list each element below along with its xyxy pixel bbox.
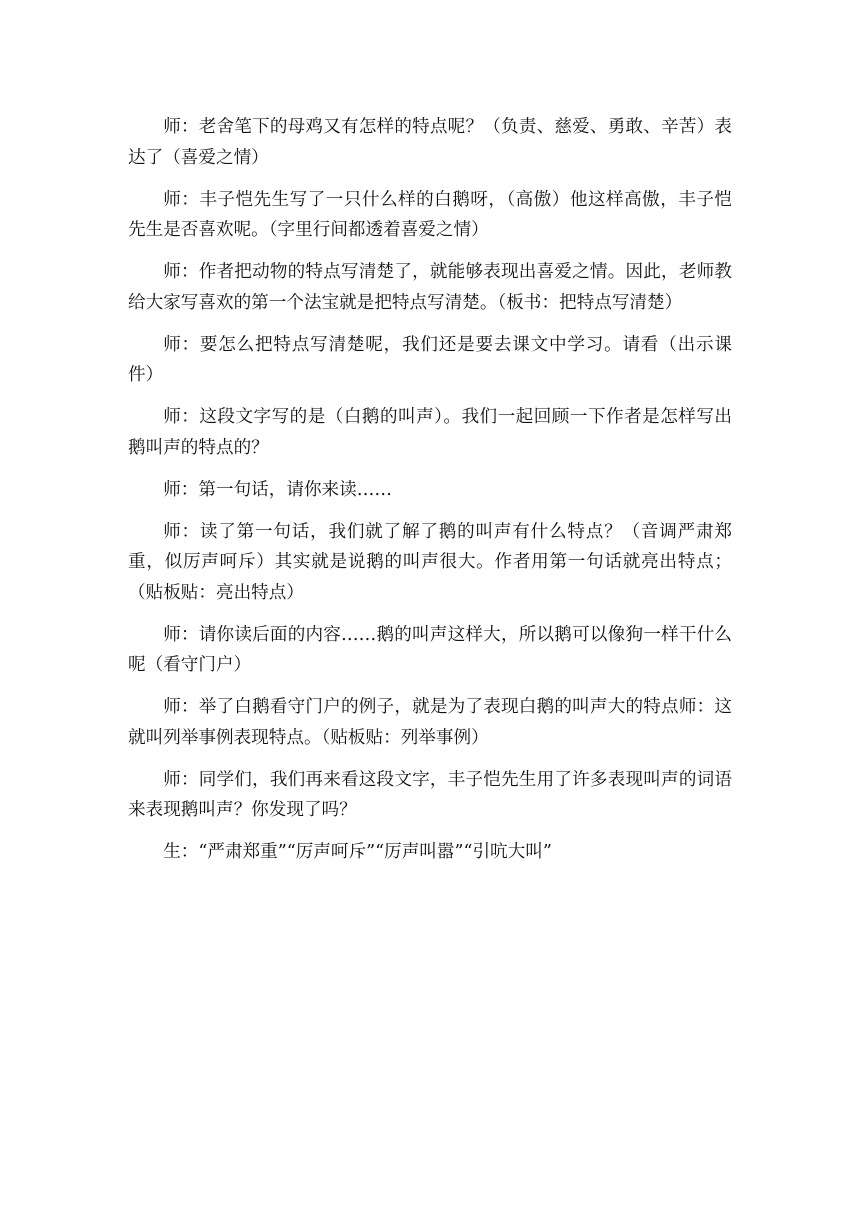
paragraph-11: 生：“严肃郑重”“厉声呵斥”“厉声叫嚣”“引吭大叫” [163,842,552,862]
paragraph-7: 师：读了第一句话，我们就了解了鹅的叫声有什么特点？（音调严肃郑重，似厉声呵斥）其实就是说鹅的叫声很大。作者用第一句话就亮出特点；（贴板贴：亮出特点） [128,521,732,603]
paragraph-8: 师：请你读后面的内容……鹅的叫声这样大，所以鹅可以像狗一样干什么呢（看守门户） [128,624,732,675]
paragraph-3: 师：作者把动物的特点写清楚了，就能够表现出喜爱之情。因此，老师教给大家写喜欢的第一个法宝就是把特点写清楚。（板书：把特点写清楚） [128,262,732,313]
paragraph-1: 师：老舍笔下的母鸡又有怎样的特点呢？（负责、慈爱、勇敢、辛苦）表达了（喜爱之情） [128,117,732,168]
paragraph-4: 师：要怎么把特点写清楚呢，我们还是要去课文中学习。请看（出示课件） [128,334,732,385]
paragraph-6: 师：第一句话，请你来读…… [163,479,392,500]
paragraph-2: 师：丰子恺先生写了一只什么样的白鹅呀，（高傲）他这样高傲，丰子恺先生是否喜欢呢。（字里行间都透着喜爱之情） [128,189,732,240]
paragraph-5: 师：这段文字写的是（白鹅的叫声）。我们一起回顾一下作者是怎样写出鹅叫声的特点的？ [128,407,732,458]
paragraph-10: 师：同学们，我们再来看这段文字，丰子恺先生用了许多表现叫声的词语来表现鹅叫声？你发现了吗？ [128,769,732,820]
paragraph-9: 师：举了白鹅看守门户的例子，就是为了表现白鹅的叫声大的特点师：这就叫列举事例表现特点。（贴板贴：列举事例） [128,697,732,748]
